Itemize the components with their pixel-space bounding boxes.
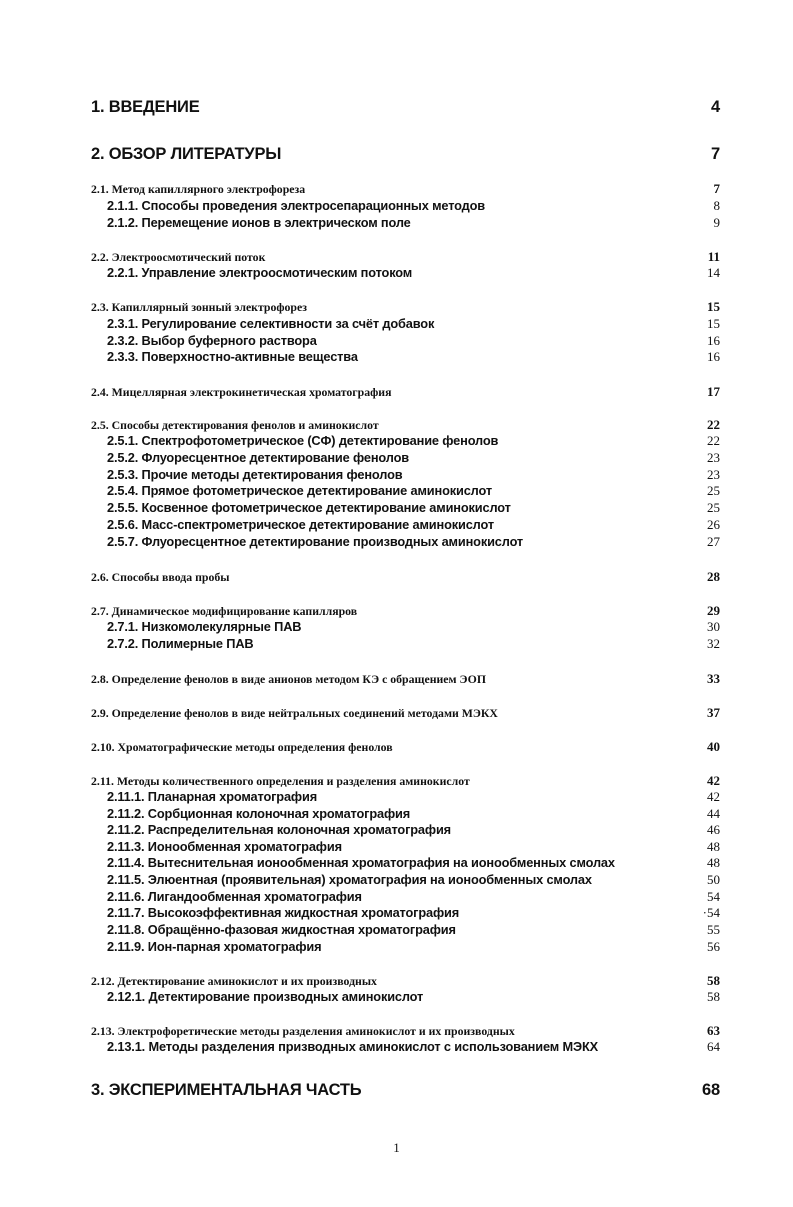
toc-entry-page: 27 xyxy=(707,534,720,549)
toc-entry xyxy=(107,517,720,533)
toc-entry xyxy=(107,265,720,281)
toc-entry-page: 23 xyxy=(707,450,720,465)
toc-entry-page: 64 xyxy=(707,1039,720,1054)
toc-entry xyxy=(107,349,720,365)
toc-entry-page: 58 xyxy=(707,989,720,1004)
toc-entry xyxy=(91,1023,720,1039)
page-number: 1 xyxy=(393,1140,400,1155)
toc-entry-title: 2.3. Капиллярный зонный электрофорез xyxy=(91,300,307,314)
toc-entry-page: 7 xyxy=(711,145,720,163)
toc-entry-title: 2.3.3. Поверхностно-активные вещества xyxy=(107,349,358,364)
toc-entry-page: 48 xyxy=(707,855,720,870)
toc-entry-title: 2.7.1. Низкомолекулярные ПАВ xyxy=(107,619,302,634)
toc-entry-title: 2.9. Определение фенолов в виде нейтральных соединений методами МЭКХ xyxy=(91,706,498,720)
toc-entry-title: 2.4. Мицеллярная электрокинетическая хроматография xyxy=(91,385,392,399)
toc-entry-title: 2.11.5. Элюентная (проявительная) хроматография на ионообменных смолах xyxy=(107,872,592,887)
toc-entry-page: 14 xyxy=(707,265,720,280)
toc-entry-title: 2.5.1. Спектрофотометрическое (СФ) детектирование фенолов xyxy=(107,433,499,448)
toc-entry xyxy=(91,603,720,619)
toc-entry-title: 2.5.5. Косвенное фотометрическое детектирование аминокислот xyxy=(107,500,511,515)
toc-entry-title: 2.7. Динамическое модифицирование капилляров xyxy=(91,604,358,618)
toc-entry-page: ·54 xyxy=(702,905,720,920)
toc-entry-page: 30 xyxy=(707,619,720,634)
toc-entry-title: 2.13. Электрофоретические методы разделения аминокислот и их производных xyxy=(91,1024,515,1038)
toc-entry xyxy=(107,872,720,888)
toc-entry-page: 7 xyxy=(713,181,720,196)
toc-entry-title: 2.2.1. Управление электроосмотическим потоком xyxy=(107,265,413,280)
toc-entry xyxy=(91,773,720,789)
toc-entry xyxy=(91,145,720,164)
toc-entry-title: 2.11.4. Вытеснительная ионообменная хроматография на ионообменных смолах xyxy=(107,855,615,870)
toc-entry-page: 25 xyxy=(707,483,720,498)
toc-entry-title: 2.3.1. Регулирование селективности за счёт добавок xyxy=(107,316,435,331)
toc-entry-title: 2.11.9. Ион-парная хроматография xyxy=(107,939,322,954)
toc-entry-page: 56 xyxy=(707,939,720,954)
toc-entry-page: 54 xyxy=(707,889,720,904)
toc-entry xyxy=(107,1039,720,1055)
toc-entry-page: 68 xyxy=(702,1081,720,1099)
toc-entry xyxy=(107,333,720,349)
toc-entry-title: 2.11.1. Планарная хроматография xyxy=(107,789,318,804)
toc-entry-page: 16 xyxy=(707,333,720,348)
toc-entry-title: 2.1. Метод капиллярного электрофореза xyxy=(91,182,306,196)
toc-entry xyxy=(107,822,720,838)
toc-entry-title: 2.8. Определение фенолов в виде анионов методом КЭ с обращением ЭОП xyxy=(91,672,487,686)
toc-entry-page: 42 xyxy=(707,789,720,804)
toc-entry-title: 2. ОБЗОР ЛИТЕРАТУРЫ xyxy=(91,145,282,163)
toc-entry xyxy=(91,569,720,585)
toc-entry-page: 8 xyxy=(713,198,720,213)
toc-entry xyxy=(107,922,720,938)
toc-entry-title: 2.11.6. Лигандообменная хроматография xyxy=(107,889,362,904)
toc-entry-title: 2.10. Хроматографические методы определения фенолов xyxy=(91,740,393,754)
toc-entry-page: 63 xyxy=(707,1023,720,1038)
toc-entry-title: 2.11.2. Сорбционная колоночная хроматография xyxy=(107,806,411,821)
toc-entry xyxy=(91,973,720,989)
toc-entry-title: 2.12.1. Детектирование производных аминокислот xyxy=(107,989,424,1004)
toc-entry xyxy=(107,889,720,905)
toc-entry-page: 9 xyxy=(713,215,720,230)
toc-entry xyxy=(91,98,720,117)
toc-entry xyxy=(107,215,720,231)
toc-entry-title: 2.3.2. Выбор буферного раствора xyxy=(107,333,317,348)
toc-entry-title: 2.5.7. Флуоресцентное детектирование производных аминокислот xyxy=(107,534,524,549)
toc-entry-page: 16 xyxy=(707,349,720,364)
toc-entry-title: 2.11.8. Обращённо-фазовая жидкостная хроматография xyxy=(107,922,456,937)
toc-entry xyxy=(91,705,720,721)
toc-entry xyxy=(107,619,720,635)
toc-entry xyxy=(107,450,720,466)
toc-entry-page: 46 xyxy=(707,822,720,837)
toc-entry xyxy=(107,198,720,214)
toc-entry-page: 17 xyxy=(707,384,720,399)
toc-entry xyxy=(107,855,720,871)
toc-entry-page: 15 xyxy=(707,299,720,314)
toc-entry-page: 50 xyxy=(707,872,720,887)
toc-entry-page: 40 xyxy=(707,739,720,754)
toc-entry xyxy=(91,417,720,433)
toc-entry-page: 26 xyxy=(707,517,720,532)
toc-entry-title: 2.2. Электроосмотический поток xyxy=(91,250,266,264)
toc-entry-page: 29 xyxy=(707,603,720,618)
toc-entry-title: 1. ВВЕДЕНИЕ xyxy=(91,98,200,116)
toc-entry-title: 2.5.3. Прочие методы детектирования фенолов xyxy=(107,467,403,482)
toc-entry-title: 2.5.6. Масс-спектрометрическое детектирование аминокислот xyxy=(107,517,494,532)
toc-entry-title: 2.6. Способы ввода пробы xyxy=(91,570,230,584)
toc-entry xyxy=(107,839,720,855)
toc-entry-page: 22 xyxy=(707,433,720,448)
toc-entry xyxy=(91,249,720,265)
toc-entry-page: 4 xyxy=(711,98,720,116)
toc-entry xyxy=(107,467,720,483)
toc-entry xyxy=(107,316,720,332)
toc-entry xyxy=(107,905,720,921)
toc-entry-title: 2.5.4. Прямое фотометрическое детектирование аминокислот xyxy=(107,483,492,498)
toc-entry xyxy=(91,1081,720,1100)
toc-entry xyxy=(91,739,720,755)
toc-entry-page: 22 xyxy=(707,417,720,432)
toc-entry xyxy=(107,534,720,550)
toc-entry-page: 33 xyxy=(707,671,720,686)
toc-entry-title: 2.11.3. Ионообменная хроматография xyxy=(107,839,342,854)
toc-entry-page: 11 xyxy=(707,249,720,264)
toc-entry-page: 23 xyxy=(707,467,720,482)
toc-entry-title: 2.13.1. Методы разделения призводных аминокислот с использованием МЭКХ xyxy=(107,1039,599,1054)
toc-entry-title: 2.7.2. Полимерные ПАВ xyxy=(107,636,254,651)
toc-entry xyxy=(91,671,720,687)
toc-entry-title: 2.1.1. Способы проведения электросепарационных методов xyxy=(107,198,486,213)
toc-entry-title: 2.11. Методы количественного определения и разделения аминокислот xyxy=(91,774,470,788)
toc-entry xyxy=(91,384,720,400)
toc-entry xyxy=(91,299,720,315)
toc-entry xyxy=(91,181,720,197)
toc-entry-title: 2.5.2. Флуоресцентное детектирование фенолов xyxy=(107,450,409,465)
toc-entry-page: 48 xyxy=(707,839,720,854)
toc-entry-title: 2.11.2. Распределительная колоночная хроматография xyxy=(107,822,451,837)
toc-entry-page: 15 xyxy=(707,316,720,331)
toc-entry xyxy=(107,939,720,955)
toc-entry xyxy=(107,433,720,449)
toc-entry-page: 42 xyxy=(707,773,720,788)
toc-entry-page: 25 xyxy=(707,500,720,515)
toc-entry xyxy=(107,806,720,822)
toc-entry-title: 2.11.7. Высокоэффективная жидкостная хроматография xyxy=(107,905,460,920)
toc-entry-page: 58 xyxy=(707,973,720,988)
toc-entry xyxy=(107,989,720,1005)
toc-entry-page: 28 xyxy=(707,569,720,584)
toc-entry-title: 3. ЭКСПЕРИМЕНТАЛЬНАЯ ЧАСТЬ xyxy=(91,1081,362,1099)
toc-entry xyxy=(107,483,720,499)
toc-entry xyxy=(107,789,720,805)
toc-entry-page: 55 xyxy=(707,922,720,937)
toc-entry xyxy=(107,500,720,516)
toc-entry-title: 2.1.2. Перемещение ионов в электрическом поле xyxy=(107,215,411,230)
toc-entry-page: 32 xyxy=(707,636,720,651)
toc-entry-page: 37 xyxy=(707,705,720,720)
toc-entry-page: 44 xyxy=(707,806,720,821)
toc-entry xyxy=(107,636,720,652)
toc-entry-title: 2.5. Способы детектирования фенолов и аминокислот xyxy=(91,418,379,432)
toc-entry-title: 2.12. Детектирование аминокислот и их производных xyxy=(91,974,377,988)
